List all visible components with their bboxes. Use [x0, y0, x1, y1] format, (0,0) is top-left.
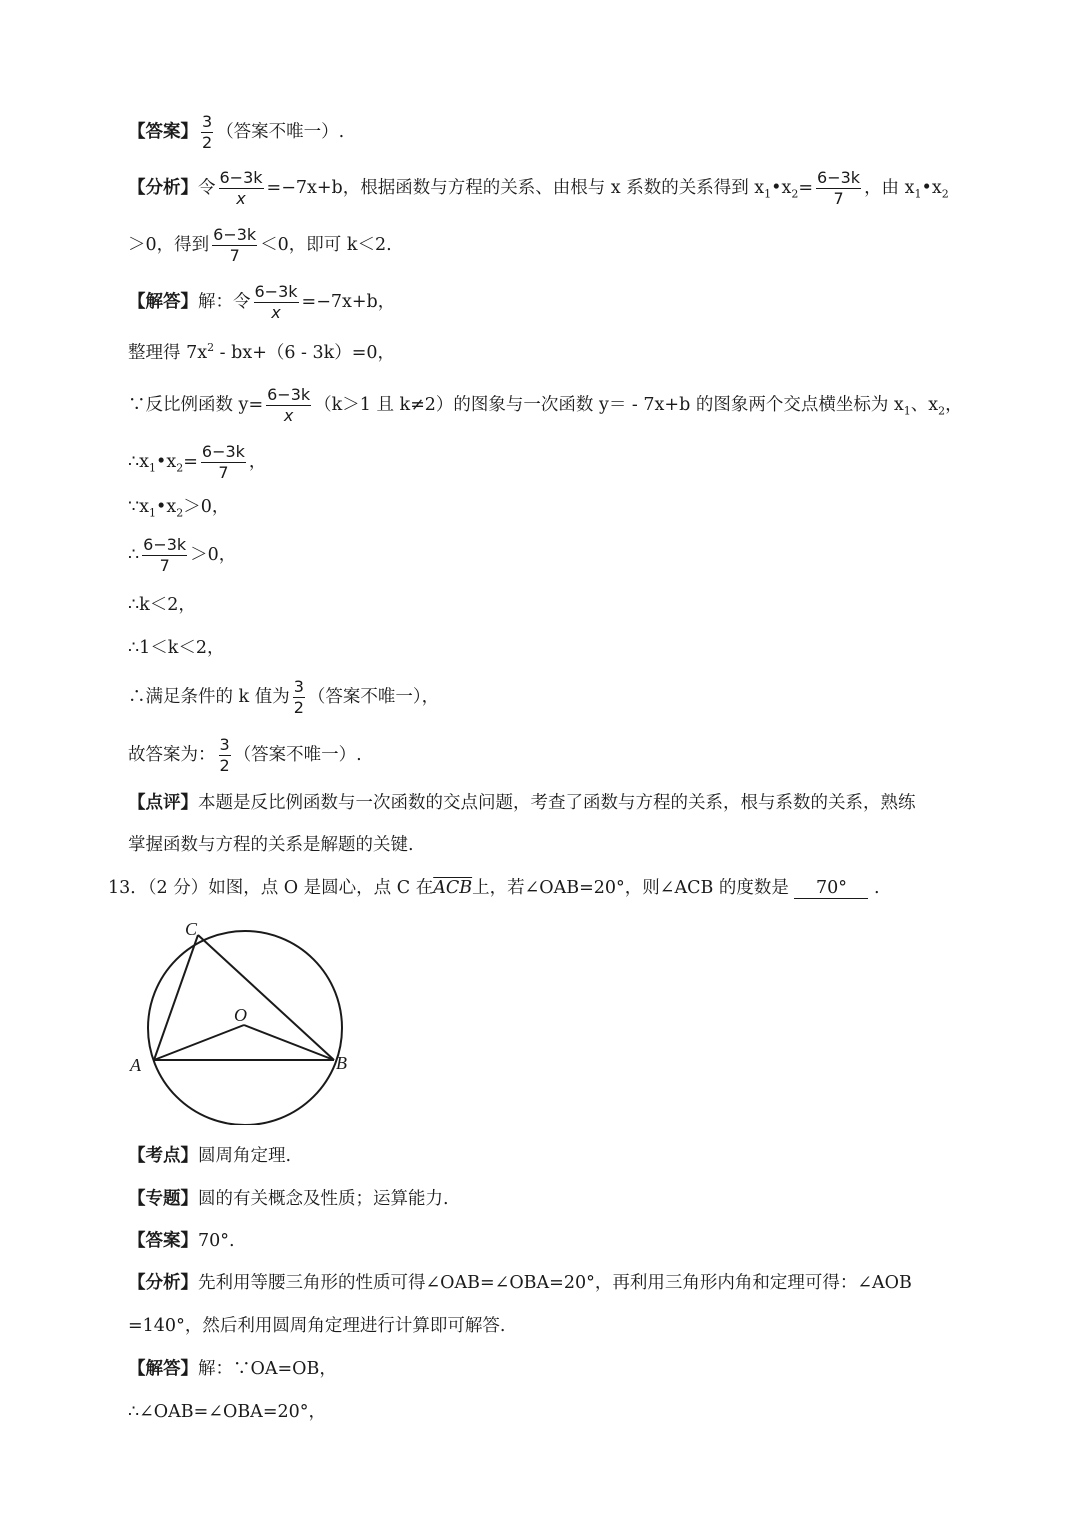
solution-line-3: ∵反比例函数 y= $\frac{6-3k}{x}$ （k＞1 且 k≠2）的图象与一次函数 y＝ - 7x+b 的图象两个交点横坐标为 $x_1$、$x_2$，	[128, 385, 963, 425]
daan-line: 【答案】70°.	[128, 1231, 235, 1251]
solution-line-4: $\therefore x_1•x_2=$ $\frac{6-3k}{7}$ ，	[128, 442, 267, 482]
circle	[148, 931, 342, 1125]
label-b: B	[336, 1053, 347, 1073]
label-o: O	[234, 1005, 247, 1025]
solution-line-2: 整理得 $7x^2 - bx+(6 - 3k)=0$，	[128, 341, 396, 363]
solution-line-7: ∴k＜2，	[128, 595, 196, 615]
jieda-line-2: ∴∠OAB=∠OBA=20°，	[128, 1402, 326, 1422]
analysis-line-2: ＞0，得到 $\frac{6-3k}{7}$ ＜0，即可 k＜2.	[128, 225, 392, 265]
fenxi-line-2: =140°，然后利用圆周角定理进行计算即可解答.	[128, 1316, 506, 1336]
answer-line	[128, 112, 344, 153]
label-c: C	[185, 919, 198, 939]
analysis-line-1: 【分析】令 $\frac{6-3k}{x}$ =−7x+b，根据函数与方程的关系、由根与 x 系数的关系得到 $x_1•x_2=$ $\frac{6-3k}{7}$ ，由 $x_1•x_2$	[128, 168, 949, 208]
answer-fraction: $\frac{3}{2}$	[202, 112, 213, 152]
circle-figure	[128, 915, 358, 1125]
zhuanti-line: 【专题】圆的有关概念及性质；运算能力.	[128, 1189, 449, 1209]
solution-line-1: 【解答】解：令 $\frac{6-3k}{x}$ =−7x+b，	[128, 282, 396, 322]
solution-line-8: ∴1＜k＜2，	[128, 638, 225, 658]
solution-line-6: ∴ $\frac{6-3k}{7}$ ＞0，	[128, 535, 237, 575]
kaodian-line: 【考点】圆周角定理.	[128, 1146, 292, 1166]
segment-ao	[154, 1025, 244, 1060]
label-a: A	[130, 1055, 141, 1075]
jieda-line-1: 【解答】解：∵OA=OB，	[128, 1359, 337, 1379]
answer-tag: 【答案】	[128, 122, 198, 142]
answer-tail: （答案不唯一）.	[216, 122, 345, 142]
solution-line-9: ∴满足条件的 k 值为 $\frac{3}{2}$ （答案不唯一），	[128, 677, 440, 717]
segment-cb	[198, 935, 334, 1060]
segment-ob	[244, 1025, 334, 1060]
solution-line-10: 故答案为： $\frac{3}{2}$ （答案不唯一）.	[128, 735, 362, 775]
solution-line-5: $\because x_1•x_2>0$，	[128, 497, 230, 520]
comment-line-1: 【点评】本题是反比例函数与一次函数的交点问题，考查了函数与方程的关系，根与系数的关系，熟练	[128, 793, 916, 813]
question-13-stem: 13．（2 分）如图，点 O 是圆心，点 C 在$\overline{ACB}$上，若∠OAB=20°，则∠ACB 的度数是 70° .	[108, 878, 880, 898]
fenxi-line-1: 【分析】先利用等腰三角形的性质可得∠OAB=∠OBA=20°，再利用三角形内角和定理可得：∠AOB	[128, 1273, 912, 1293]
answer-blank: 70°	[794, 880, 868, 899]
comment-line-2: 掌握函数与方程的关系是解题的关键.	[128, 835, 414, 855]
segment-ac	[154, 935, 198, 1060]
arc-acb: $\overline{ACB}$	[433, 878, 473, 898]
